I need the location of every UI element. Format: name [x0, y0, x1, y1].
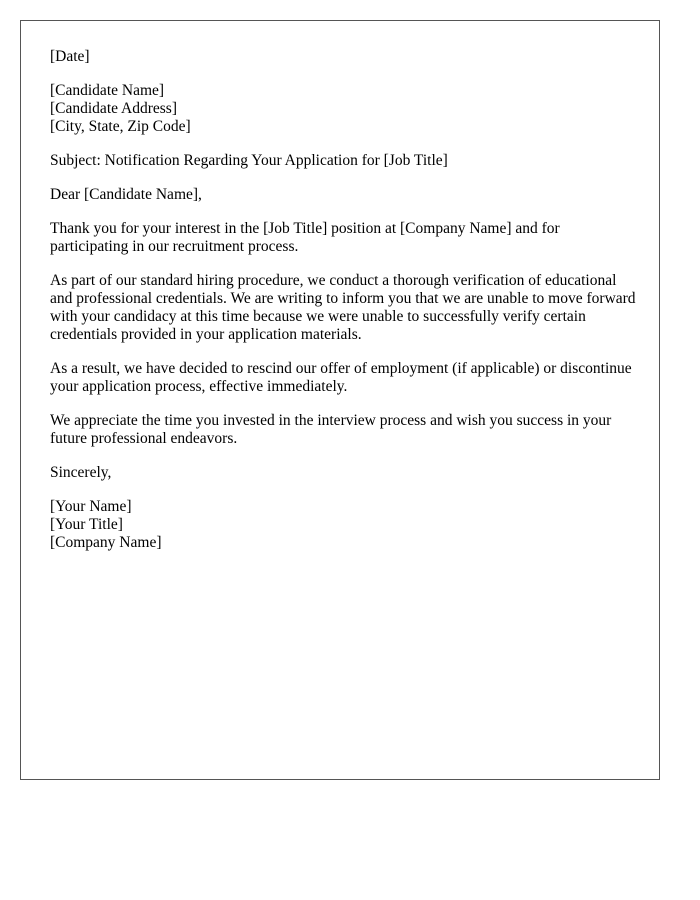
letter-subject: Subject: Notification Regarding Your Application for [Job Title] [50, 152, 448, 169]
signature-block [50, 498, 640, 552]
letter-closing: Sincerely, [50, 464, 112, 481]
signature-name: [Your Name] [50, 498, 132, 515]
letter-page [20, 20, 660, 780]
recipient-name: [Candidate Name] [50, 82, 165, 99]
letter-date: [Date] [50, 48, 90, 65]
recipient-city-state-zip: [City, State, Zip Code] [50, 118, 191, 135]
letter-body [50, 48, 640, 568]
paragraph-rescind: As a result, we have decided to rescind our offer of employment (if applicable) or discontinue your application process, effective immediately. [50, 360, 632, 395]
paragraph-thank-you: Thank you for your interest in the [Job Title] position at [Company Name] and for participating in our recruitment process. [50, 220, 560, 255]
closing-block [50, 464, 640, 482]
subject-block [50, 152, 640, 170]
signature-company: [Company Name] [50, 534, 162, 551]
salutation-block [50, 186, 640, 204]
letter-salutation: Dear [Candidate Name], [50, 186, 202, 203]
date-block [50, 48, 640, 66]
recipient-block [50, 82, 640, 136]
signature-title: [Your Title] [50, 516, 123, 533]
paragraph-verification: As part of our standard hiring procedure, we conduct a thorough verification of educational and professional credentials. We are writing to inform you that we are unable to move forward with your candidacy at this time because we were unable to successfully verify certain credentials provided in your application materials. [50, 272, 636, 343]
recipient-address: [Candidate Address] [50, 100, 177, 117]
paragraph-appreciation: We appreciate the time you invested in the interview process and wish you success in your future professional endeavors. [50, 412, 612, 447]
